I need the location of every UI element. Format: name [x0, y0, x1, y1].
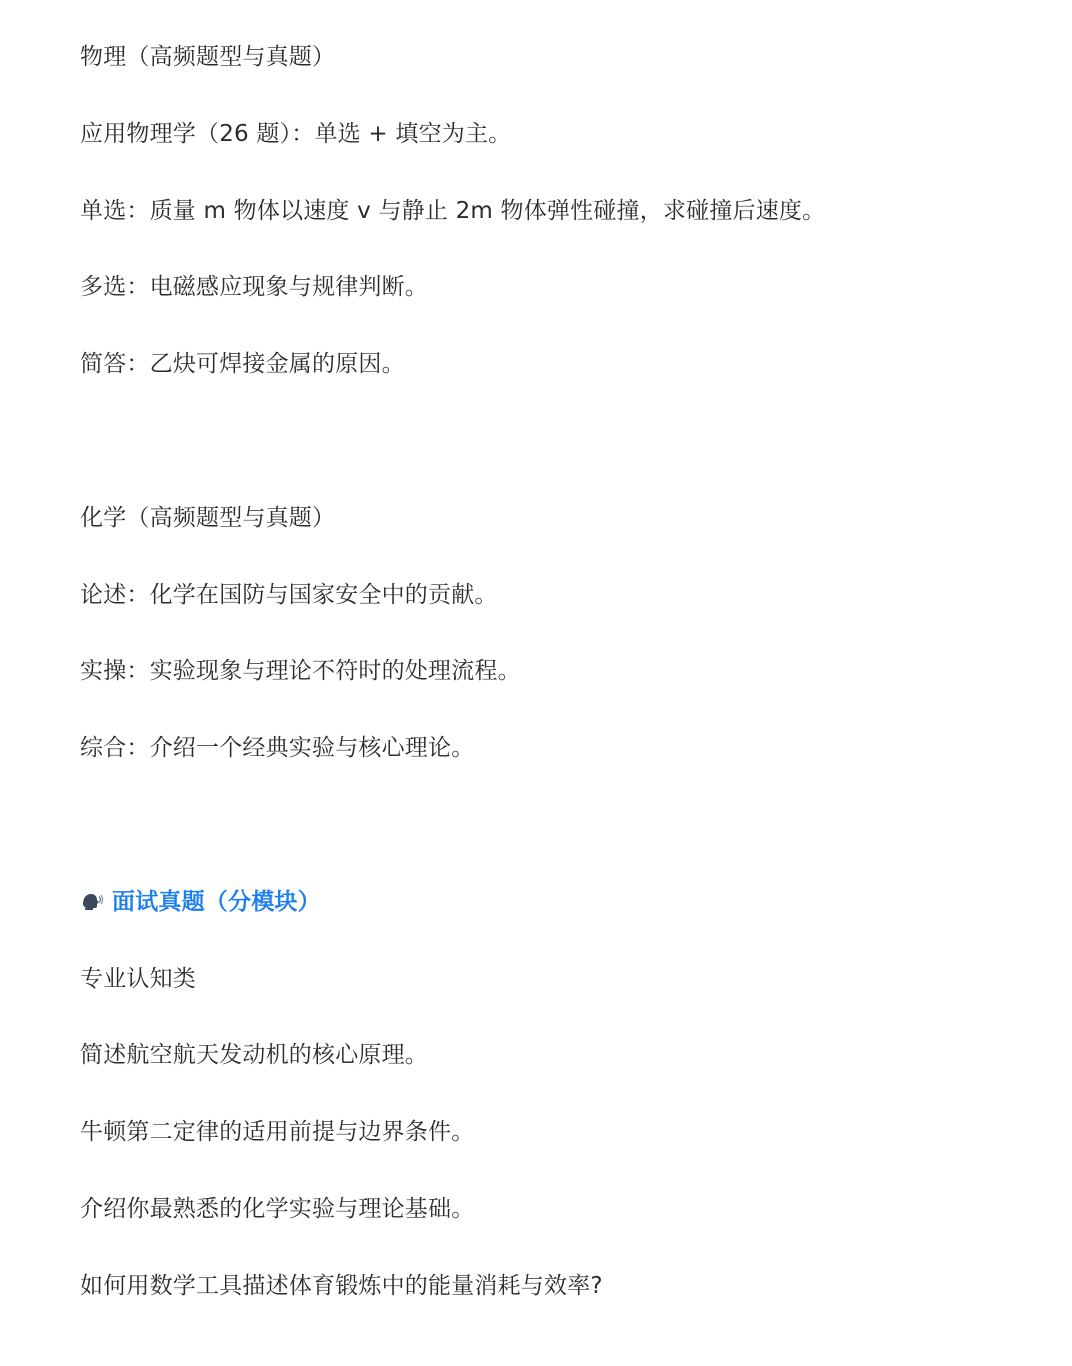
physics-line-1: 应用物理学（26 题）：单选 + 填空为主。 — [80, 121, 512, 147]
chemistry-line-2: 实操：实验现象与理论不符时的处理流程。 — [80, 658, 521, 684]
physics-section-title: 物理（高频题型与真题） — [80, 44, 336, 70]
interview-line-2: 牛顿第二定律的适用前提与边界条件。 — [80, 1119, 475, 1145]
physics-line-4: 简答：乙炔可焊接金属的原因。 — [80, 351, 405, 377]
interview-heading — [80, 887, 321, 917]
physics-line-3: 多选：电磁感应现象与规律判断。 — [80, 274, 428, 300]
interview-line-4: 如何用数学工具描述体育锻炼中的能量消耗与效率? — [80, 1273, 603, 1299]
interview-subtitle: 专业认知类 — [80, 966, 196, 992]
chemistry-line-1: 论述：化学在国防与国家安全中的贡献。 — [80, 582, 498, 608]
speaking-head-icon — [80, 889, 104, 913]
interview-line-1: 简述航空航天发动机的核心原理。 — [80, 1042, 428, 1068]
chemistry-section-title: 化学（高频题型与真题） — [80, 505, 336, 531]
chemistry-line-3: 综合：介绍一个经典实验与核心理论。 — [80, 735, 475, 761]
physics-line-2: 单选：质量 m 物体以速度 v 与静止 2m 物体弹性碰撞，求碰撞后速度。 — [80, 198, 826, 224]
interview-heading-text: 面试真题（分模块） — [112, 889, 321, 915]
interview-line-3: 介绍你最熟悉的化学实验与理论基础。 — [80, 1196, 475, 1222]
